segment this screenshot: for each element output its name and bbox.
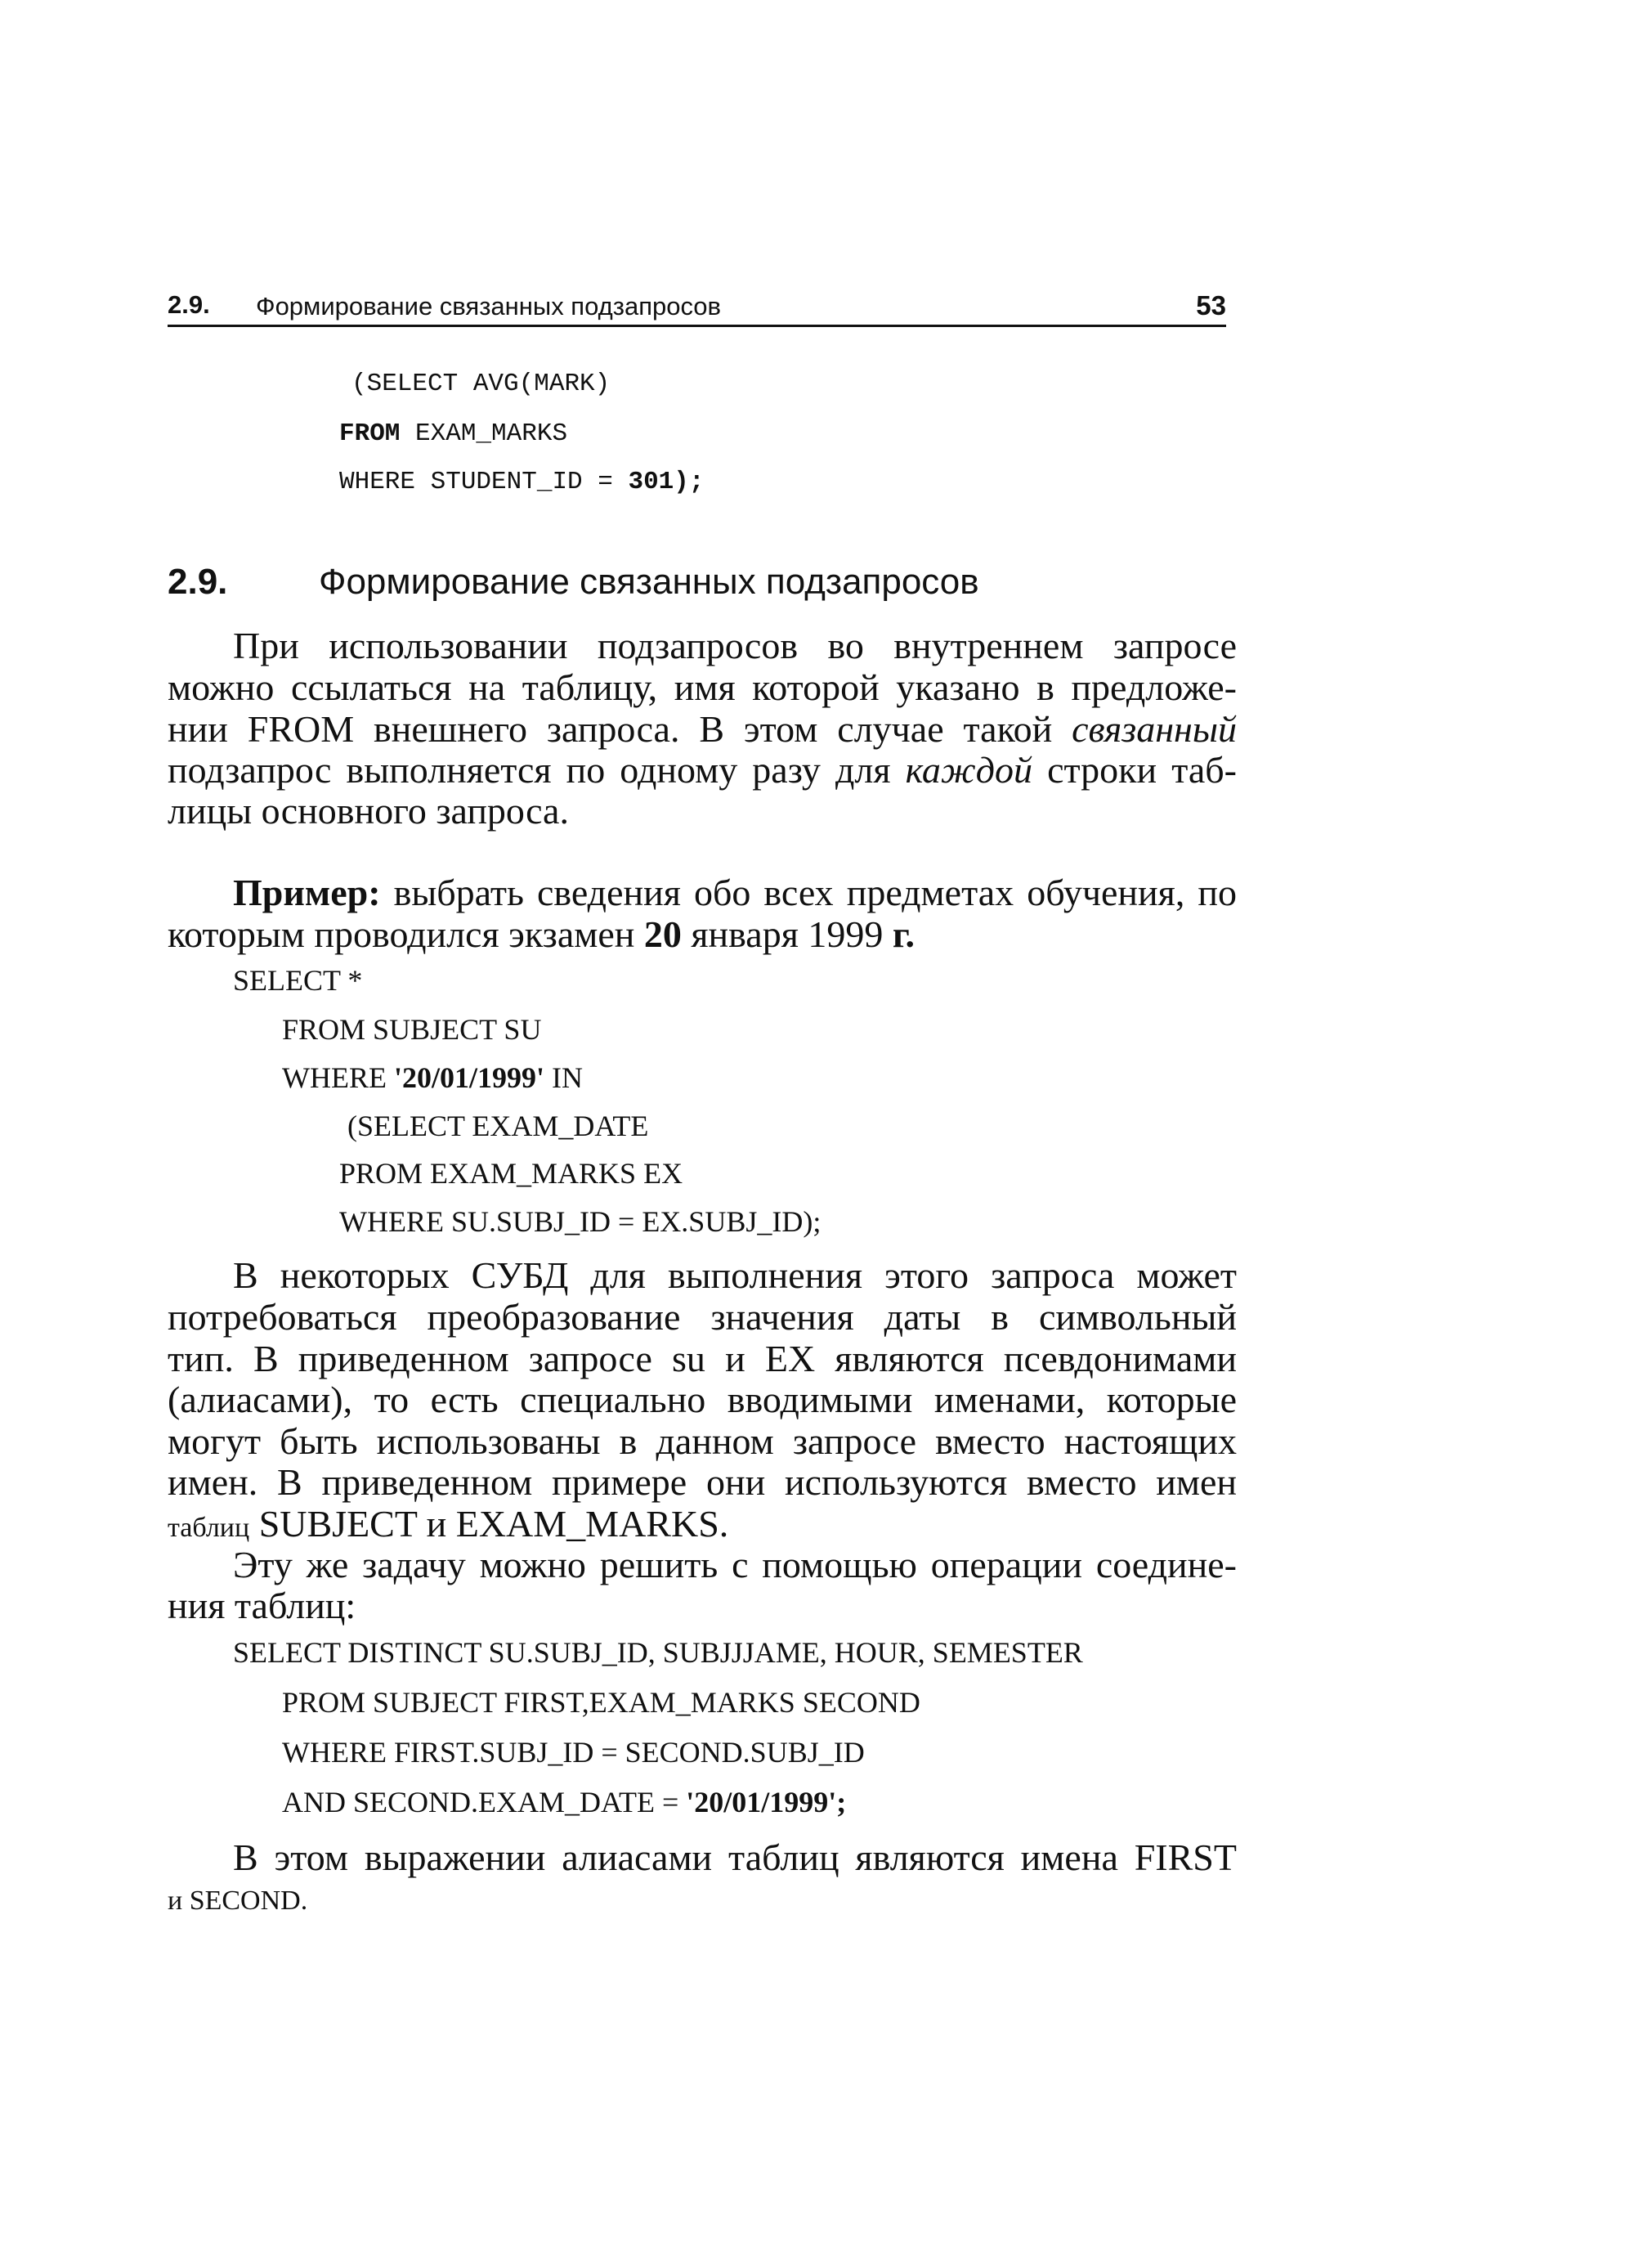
code-text: WHERE STUDENT_ID =: [339, 468, 629, 496]
para4-line-1: В этом выражении алиасами таблиц являются имена FIRST: [233, 1836, 1237, 1878]
page-number: 53: [1196, 290, 1226, 321]
code-text: EXAM_MARKS: [400, 419, 568, 448]
para-text: подзапрос выполняется по одному разу для: [168, 749, 906, 791]
para-text: таблиц: [168, 1513, 250, 1543]
code2-line-1: SELECT DISTINCT SU.SUBJ_ID, SUBJJJAME, HOUR, SEMESTER: [233, 1636, 1083, 1669]
para1-line-5: лицы основного запроса.: [168, 790, 569, 832]
para2-line-4: (алиасами), то есть специально вводимыми именами, которые: [168, 1379, 1237, 1420]
para2-line-7: [168, 1503, 1237, 1549]
para1-line-1: При использовании подзапросов во внутреннем запросе: [233, 625, 1237, 666]
para-text: января 1999: [681, 913, 893, 955]
para1-line-2: можно ссылаться на таблицу, имя которой указано в предложе-: [168, 666, 1237, 708]
section-number: 2.9.: [168, 562, 228, 602]
example-line-1: [233, 872, 1237, 914]
para-text: выбрать сведения обо всех предметах обучения, по: [380, 872, 1237, 913]
para2-line-1: В некоторых СУБД для выполнения этого запроса может: [233, 1254, 1237, 1296]
example-label: Пример:: [233, 872, 381, 913]
para3-line-1: Эту же задачу можно решить с помощью операции соедине-: [233, 1544, 1237, 1585]
code-text: WHERE: [282, 1061, 394, 1094]
running-header: [168, 290, 1226, 327]
code-top-line-2: [339, 419, 567, 448]
para1-line-3: [168, 708, 1237, 751]
para2-line-2: потребоваться преобразование значения даты в символьный: [168, 1296, 1237, 1338]
code1-line-6: WHERE SU.SUBJ_ID = EX.SUBJ_ID);: [339, 1205, 822, 1238]
bold-text: 20: [643, 913, 682, 955]
emphasis-text: каждой: [905, 749, 1032, 791]
code-text: IN: [544, 1061, 583, 1094]
code2-line-2: PROM SUBJECT FIRST,EXAM_MARKS SECOND: [282, 1686, 920, 1719]
code-value: '20/01/1999': [393, 1061, 544, 1094]
para2-line-3: тип. В приведенном запросе su и EX являются псевдонимами: [168, 1338, 1237, 1379]
code1-line-1: SELECT *: [233, 964, 363, 997]
code-value: '20/01/1999';: [686, 1786, 847, 1818]
code-top-line-3: [339, 468, 704, 496]
para3-line-2: ния таблиц:: [168, 1585, 356, 1626]
para4-line-2: и SECOND.: [168, 1886, 308, 1916]
code2-line-4: [282, 1785, 846, 1819]
code2-line-3: WHERE FIRST.SUBJ_ID = SECOND.SUBJ_ID: [282, 1736, 865, 1769]
code-keyword: FROM: [339, 419, 401, 448]
running-header-title: Формирование связанных подзапросов: [256, 292, 722, 321]
para-text: SUBJECT и EXAM_MARKS.: [249, 1503, 729, 1545]
code-value: 301);: [628, 468, 705, 496]
emphasis-text: связанный: [1072, 708, 1237, 750]
example-line-2: [168, 913, 1237, 956]
code1-line-2: FROM SUBJECT SU: [282, 1013, 542, 1046]
code1-line-3: [282, 1060, 583, 1095]
code-text: AND SECOND.EXAM_DATE =: [282, 1786, 687, 1818]
para2-line-5: могут быть использованы в данном запросе вместо настоящих: [168, 1420, 1237, 1462]
para1-line-4: [168, 749, 1237, 791]
para-text: которым проводился экзамен: [168, 913, 644, 955]
bold-text: г.: [892, 913, 916, 955]
code1-line-4: (SELECT EXAM_DATE: [347, 1110, 649, 1142]
code-top-line-1: (SELECT AVG(MARK): [351, 370, 611, 398]
running-header-section-number: 2.9.: [168, 290, 210, 319]
para-text: строки таб-: [1032, 749, 1237, 791]
code1-line-5: PROM EXAM_MARKS EX: [339, 1157, 683, 1190]
para2-line-6: имен. В приведенном примере они используются вместо имен: [168, 1461, 1237, 1503]
para-text: нии FROM внешнего запроса. В этом случае такой: [168, 708, 1072, 750]
section-title: Формирование связанных подзапросов: [319, 562, 979, 602]
